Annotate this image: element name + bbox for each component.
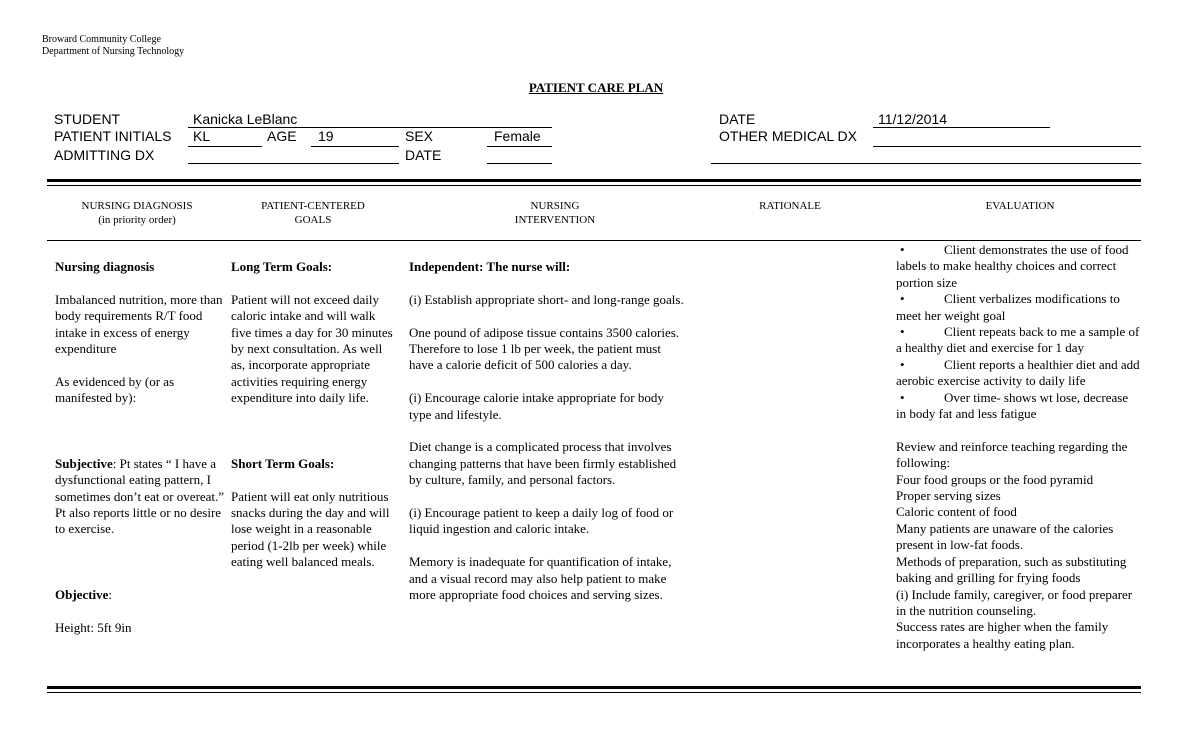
col-header-rationale: RATIONALE <box>759 200 821 212</box>
admit-date-label: DATE <box>405 147 442 163</box>
intervention-item-3: (i) Encourage patient to keep a daily log of food or liquid ingestion and caloric intake. <box>409 505 674 537</box>
objective-colon: : <box>108 587 113 602</box>
review-item: Four food groups or the food pyramid <box>896 471 1094 487</box>
sex-value[interactable]: Female <box>494 128 541 144</box>
evaluation-bullet <box>896 390 1141 423</box>
intervention-item-2-rationale: Diet change is a complicated process that involves changing patterns that have been firmly established by culture, family, and personal factors. <box>409 439 677 488</box>
short-term-text: Patient will eat only nutritious snacks during the day and will lose weight in a reasonable period (1-2lb per week) while eating well balanced meals. <box>231 488 390 570</box>
diagnosis-column <box>55 259 225 636</box>
other-dx-underline <box>873 146 1141 147</box>
diagnosis-heading: Nursing diagnosis <box>55 259 155 274</box>
long-term-heading: Long Term Goals: <box>231 259 333 274</box>
review-item: Methods of preparation, such as substituting baking and grilling for frying foods <box>896 553 1127 586</box>
age-underline <box>311 146 399 147</box>
bullet-icon: • <box>900 356 905 372</box>
review-item: Proper serving sizes <box>896 488 1001 504</box>
intervention-heading: Independent: The nurse will: <box>409 259 571 274</box>
patient-initials-value[interactable]: KL <box>193 128 211 144</box>
col-header-intervention: NURSING INTERVENTION <box>514 200 596 226</box>
family-rationale: Success rates are higher when the family incorporates a healthy eating plan. <box>896 619 1109 651</box>
col-header-diagnosis: NURSING DIAGNOSIS (in priority order) <box>81 200 193 226</box>
sex-label: SEX <box>405 128 434 144</box>
goals-column <box>231 259 397 571</box>
subjective-paragraph <box>55 456 225 538</box>
other-dx-underline-2 <box>711 163 1141 164</box>
intervention-item-1: (i) Establish appropriate short- and long-range goals. <box>409 291 684 307</box>
short-term-heading: Short Term Goals: <box>231 455 335 471</box>
header-divider <box>47 240 1141 241</box>
objective-label: Objective <box>55 587 109 602</box>
table-top-rule-thin <box>47 185 1141 186</box>
intervention-item-1-rationale: One pound of adipose tissue contains 3500 calories. Therefore to lose 1 lb per week, the patient must have a calorie deficit of 500 calories a day. <box>409 324 680 373</box>
table-top-rule <box>47 179 1141 182</box>
bullet-icon: • <box>900 242 905 257</box>
date-underline <box>873 127 1050 128</box>
evaluation-bullet-text: Over time- shows wt lose, decrease in body fat and less fatigue <box>896 389 1129 422</box>
page-title: PATIENT CARE PLAN <box>528 80 664 95</box>
bullet-icon: • <box>900 291 905 307</box>
review-item: Many patients are unaware of the calories present in low-fat foods. <box>896 520 1114 553</box>
evaluation-bullet <box>896 242 1141 291</box>
admitting-dx-label: ADMITTING DX <box>54 147 155 163</box>
bullet-icon: • <box>900 324 905 340</box>
intervention-column <box>409 259 684 603</box>
evaluation-bullet <box>896 324 1141 357</box>
evaluation-bullet-text: Client verbalizes modifications to meet her weight goal <box>896 291 1120 323</box>
patient-initials-underline <box>188 146 262 147</box>
diagnosis-problem: Imbalanced nutrition, more than body requirements R/T food intake in excess of energy expenditure <box>55 291 223 357</box>
date-value[interactable]: 11/12/2014 <box>878 111 948 127</box>
subjective-text: : Pt states “ I have a dysfunctional eating pattern, I sometimes don’t eat or overeat.” Pt also reports little or no desire to exercise. <box>55 455 225 537</box>
department-name: Department of Nursing Technology <box>42 46 185 57</box>
student-value[interactable]: Kanicka LeBlanc <box>193 111 298 127</box>
table-bottom-rule <box>47 686 1141 689</box>
subjective-label: Subjective <box>55 455 113 471</box>
review-item-list <box>896 472 1141 587</box>
sex-underline <box>487 146 552 147</box>
age-value[interactable]: 19 <box>318 128 334 144</box>
student-label: STUDENT <box>54 111 121 127</box>
long-term-text: Patient will not exceed daily caloric intake and will walk five times a day for 30 minutes by next consultation. As well as, incorporate appropriate activities requiring energy expenditure into daily life. <box>231 291 393 406</box>
review-intro: Review and reinforce teaching regarding the following: <box>896 438 1128 471</box>
evaluation-bullet <box>896 291 1141 324</box>
evaluation-bullet <box>896 357 1141 390</box>
objective-paragraph <box>55 587 225 603</box>
evaluation-bullet-text: Client repeats back to me a sample of a healthy diet and exercise for 1 day <box>896 324 1140 356</box>
family-item: (i) Include family, caregiver, or food preparer in the nutrition counseling. <box>896 586 1133 618</box>
admit-date-underline <box>487 163 552 164</box>
evaluation-bullet-text: Client demonstrates the use of food labels to make healthy choices and correct portion size <box>896 242 1129 290</box>
bullet-icon: • <box>900 389 905 405</box>
evaluation-bullet-text: Client reports a healthier diet and add aerobic exercise activity to daily life <box>896 356 1140 389</box>
diagnosis-evidence: As evidenced by (or as manifested by): <box>55 373 175 406</box>
college-name: Broward Community College <box>42 34 161 45</box>
age-label: AGE <box>267 128 297 144</box>
height-value: Height: 5ft 9in <box>55 619 132 635</box>
other-dx-label: OTHER MEDICAL DX <box>719 128 857 144</box>
patient-initials-label: PATIENT INITIALS <box>54 128 172 144</box>
evaluation-bullet-list <box>896 242 1141 422</box>
evaluation-column <box>896 242 1141 652</box>
table-bottom-rule-thin <box>47 692 1141 693</box>
col-header-goals: PATIENT-CENTERED GOALS <box>261 200 365 226</box>
intervention-item-2: (i) Encourage calorie intake appropriate for body type and lifestyle. <box>409 390 664 422</box>
review-item: Caloric content of food <box>896 504 1017 520</box>
date-label: DATE <box>719 111 756 127</box>
admitting-dx-underline <box>188 163 399 164</box>
intervention-item-3-rationale: Memory is inadequate for quantification of intake, and a visual record may also help patient to make more appropriate food choices and serving sizes. <box>409 554 672 603</box>
col-header-evaluation: EVALUATION <box>985 200 1055 212</box>
